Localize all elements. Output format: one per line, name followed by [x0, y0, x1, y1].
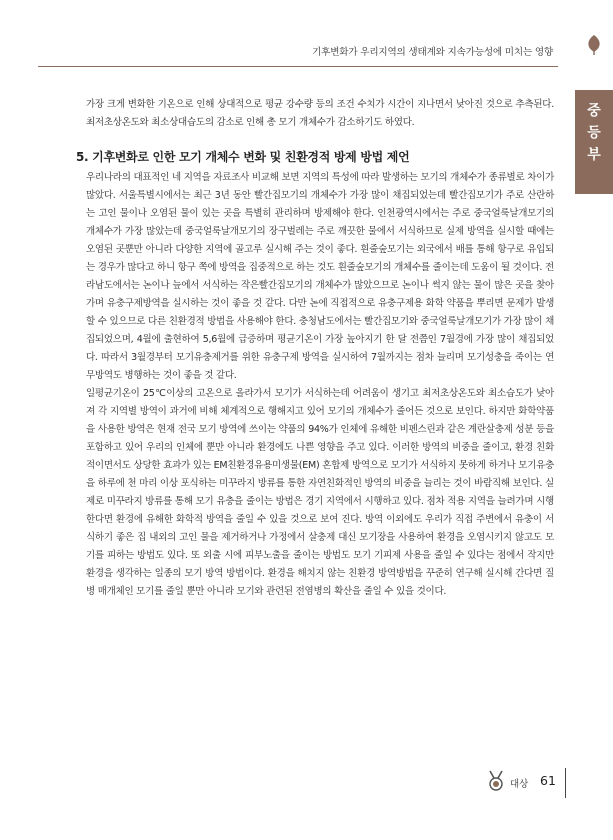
paragraph-text: 가장 크게 변화한 기온으로 인해 상대적으로 평균 강수량 등의 조건 수치가 시간이 지나면서 낮아진 것으로 추측된다. 최저초상온도와 최소상대습도의 감소로 인해 총 모기 개체수가 감소하기도 하였다. — [86, 99, 554, 128]
side-tab-char: 부 — [587, 147, 601, 163]
side-tab-char: 등 — [587, 125, 601, 141]
paragraph-text: 일평균기온이 25℃이상의 고온으로 올라가서 모기가 서식하는데 어려움이 생기고 최저초상온도와 최소습도가 낮아져 각 지역별 방역이 과거에 비해 체계적으로 행해지고 있어 모기의 개체수가 줄어든 것으로 보인다. 하지만 화학약품을 사용한 방역은 현재 전국 모기 방역에 쓰이는 약품의 94%가 인체에 유해한 비펜스린과 같은 계란살충제 성분 등을 포함하고 있어 우리의 인체에 뿐만 아니라 환경에도 나쁜 영향을 주고 있다. 이러한 방역의 비중을 줄이고, 환경 친화적이면서도 상당한 효과가 있는 EM친환경유용미생물(EM) 혼합제 방역으로 모기가 서식하지 못하게 하거나 모기유충을 하루에 천 마리 이상 포식하는 미꾸라지 방류를 통한 자연친화적인 방역의 비중을 늘리는 것이 바람직해 보인다. 실제로 미꾸라지 방류를 통해 모기 유충을 줄이는 방법은 경기 지역에서 시행하고 있다. 점차 적용 지역을 늘려가며 시행한다면 환경에 유해한 화학적 방역을 줄일 수 있을 것으로 보여 진다. 방역 이외에도 우리가 직접 주변에서 유충이 서식하기 좋은 집 내외의 고인 물을 제거하거나 가정에서 살충제 대신 모기장을 사용하여 환경을 오염시키지 않고도 모기를 피하는 방법도 있다. 또 외출 시에 피부노출을 줄이는 방법도 모기 기피제 사용을 줄일 수 있다는 점에서 작지만 환경을 생각하는 일종의 모기 방역 방법이다. 환경을 해치지 않는 친환경 방역방법을 꾸준히 연구해 실시해 간다면 질병 매개체인 모기를 줄일 뿐만 아니라 모기와 관련된 전염병의 확산을 줄일 수 있을 것이다. — [86, 388, 554, 597]
header-divider — [38, 66, 558, 67]
running-header: 기후변화가 우리지역의 생태계와 지속가능성에 미치는 영향 — [312, 47, 553, 58]
side-tab-label — [587, 100, 601, 166]
chapter-side-tab — [575, 0, 613, 194]
page-number: 61 — [540, 773, 556, 788]
award-label: 대상 — [510, 779, 529, 790]
side-tab-icon-box — [575, 0, 613, 90]
medal-icon — [488, 770, 504, 792]
footer-divider — [565, 768, 566, 798]
section-body — [86, 169, 554, 601]
paragraph-text: 우리나라의 대표적인 네 지역을 자료조사 비교해 보면 지역의 특성에 따라 발생하는 모기의 개체수가 종류별로 차이가 많았다. 서울특별시에서는 최근 3년 동안 빨간집모기의 개체수가 가장 많이 채집되었는데 빨간집모기가 주로 산란하는 고인 물이나 오염된 물이 있는 곳을 특별히 관리하며 방제해야 한다. 인천광역시에서는 주로 중국얼룩날개모기의 개체수가 가장 많았는데 중국얼룩날개모기의 장구벌레는 주로 깨끗한 물에서 서식하므로 실제 방역을 실시할 때에는 오염된 곳뿐만 아니라 다양한 지역에 골고루 실시해 주는 것이 좋다. 흰줄숲모기는 외국에서 배를 통해 항구로 유입되는 경우가 많다고 하니 항구 쪽에 방역을 집중적으로 하는 것도 흰줄숲모기의 개체수를 줄이는데 도움이 될 것이다. 전라남도에서는 논이나 늪에서 서식하는 작은빨간집모기의 개체수가 많았으므로 논이나 썩지 않는 물이 많은 곳을 찾아가며 유충구제방역을 실시하는 것이 좋을 것 같다. 다만 논에 직접적으로 유충구제용 화학 약품을 뿌리면 문제가 발생할 수 있으므로 다른 친환경적 방법을 사용해야 한다. 충청남도에서는 빨간집모기와 중국얼룩날개모기가 가장 많이 채집되었으며, 4월에 출현하여 5,6월에 급증하며 평균기온이 가장 높아지기 한 달 전쯤인 7월경에 가장 많이 채집되었다. 따라서 3월경부터 모기유충제거를 위한 유충구제 방역을 실시하여 7월까지는 점차 늘리며 모기성충을 죽이는 연무방역도 병행하는 것이 좋을 것 같다. — [86, 172, 554, 381]
leaf-icon — [585, 34, 603, 56]
intro-paragraph — [86, 96, 554, 132]
side-tab-char: 중 — [587, 103, 601, 119]
section-heading: 5. 기후변화로 인한 모기 개체수 변화 및 친환경적 방제 방법 제언 — [76, 150, 410, 164]
